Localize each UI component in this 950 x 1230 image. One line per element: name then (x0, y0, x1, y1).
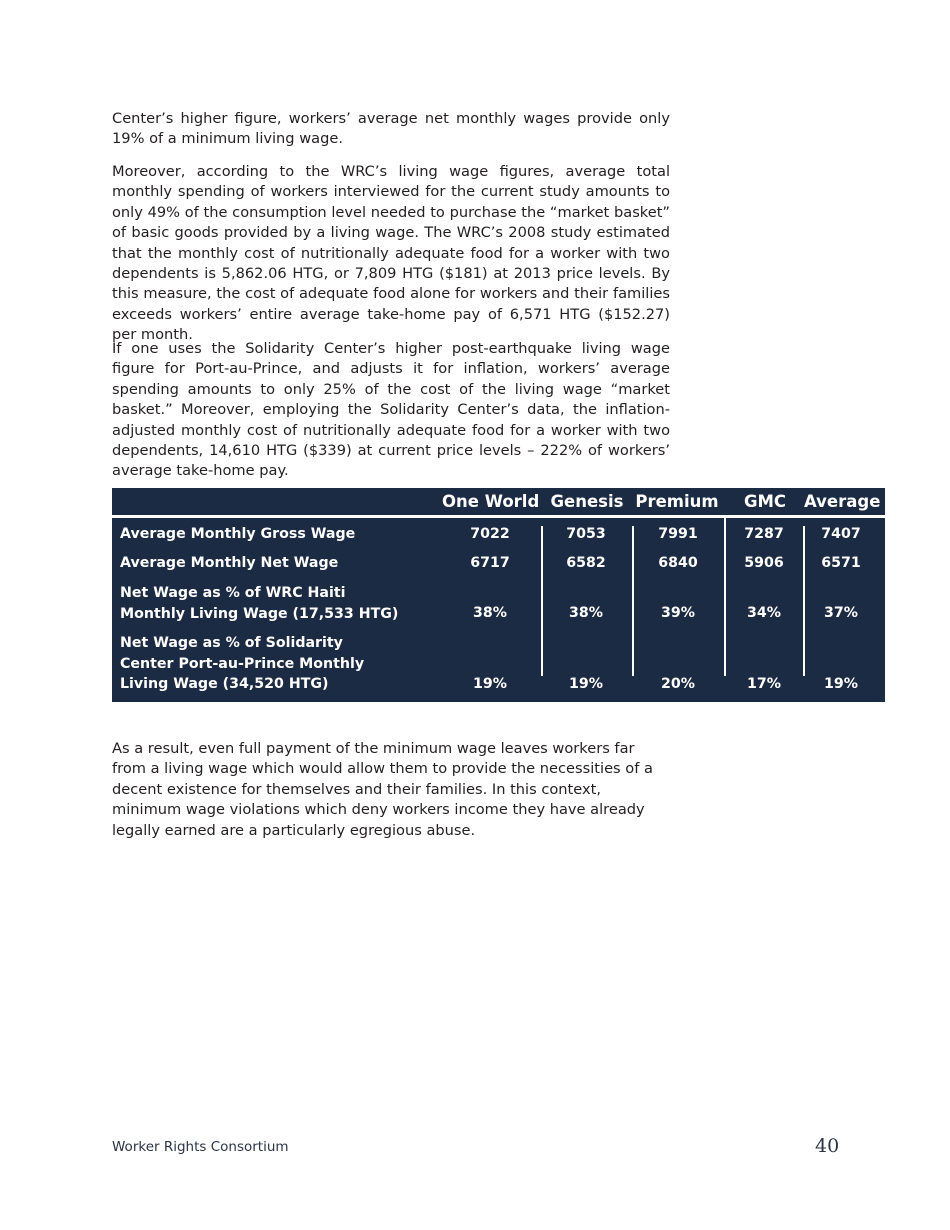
table-cell: 39% (661, 605, 695, 621)
header-gmc: GMC (743, 492, 787, 511)
footer-organization: Worker Rights Consortium (112, 1139, 289, 1155)
table-cell: 20% (661, 676, 695, 692)
table-cell: 7287 (744, 526, 784, 542)
header-average: Average (804, 492, 881, 511)
header-genesis: Genesis (550, 492, 624, 511)
body-paragraph-1: Center’s higher figure, workers’ average net monthly wages provide only 19% of a minimum living wage. (112, 110, 670, 148)
table-cell: 19% (824, 676, 858, 692)
table-cell: 7022 (470, 526, 510, 542)
column-divider (541, 526, 543, 676)
table-cell: 37% (824, 605, 858, 621)
table-cell: 34% (747, 605, 781, 621)
table-cell: 5906 (744, 555, 784, 571)
table-cell: 6840 (658, 555, 698, 571)
header-one-world: One World (442, 492, 540, 511)
column-divider (632, 526, 634, 676)
table-cell: 7991 (658, 526, 698, 542)
header-premium: Premium (635, 492, 719, 511)
page-number: 40 (815, 1135, 840, 1157)
row-label-net-wage: Average Monthly Net Wage (120, 555, 339, 571)
table-cell: 17% (747, 676, 781, 692)
table-cell: 38% (569, 605, 603, 621)
table-header-row (112, 488, 885, 516)
body-paragraph-3: If one uses the Solidarity Center’s higher post-earthquake living wage figure for Port-au-Prince, and adjusts it for inflation, workers’ average spending amounts to only 25% of the cost of the living wage “market basket.” Moreover, employing the Solidarity Center’s data, the inflation-adjusted monthly cost of nutritionally adequate food for a worker with two dependents, 14,610 HTG ($339) at current price levels – 222% of workers’ average take-home pay. (112, 340, 670, 480)
column-divider (803, 526, 805, 676)
table-cell: 7407 (821, 526, 861, 542)
table-cell: 19% (473, 676, 507, 692)
wage-table (112, 488, 885, 702)
body-paragraph-2: Moreover, according to the WRC’s living wage figures, average total monthly spending of workers interviewed for the current study amounts to only 49% of the consumption level needed to purchase the “market basket” of basic goods provided by a living wage. The WRC’s 2008 study estimated that the monthly cost of nutritionally adequate food for a worker with two dependents is 5,862.06 HTG, or 7,809 HTG ($181) at 2013 price levels. By this measure, the cost of adequate food alone for workers and their families exceeds workers’ entire average take-home pay of 6,571 HTG ($152.27) per month. (112, 163, 670, 344)
table-cell: 6717 (470, 555, 510, 571)
table-cell: 6582 (566, 555, 606, 571)
table-cell: 6571 (821, 555, 861, 571)
row-label-gross-wage: Average Monthly Gross Wage (120, 526, 356, 542)
table-cell: 7053 (566, 526, 606, 542)
table-cell: 19% (569, 676, 603, 692)
body-paragraph-4: As a result, even full payment of the minimum wage leaves workers far from a living wage which would allow them to provide the necessities of a decent existence for themselves and their families. In this context, minimum wage violations which deny workers income they have already legally earned are a particularly egregious abuse. (112, 740, 653, 839)
row-label-solidarity-living-wage: Net Wage as % of Solidarity Center Port-au-Prince Monthly Living Wage (34,520 HTG) (120, 635, 365, 692)
row-label-wrc-living-wage: Net Wage as % of WRC Haiti Monthly Living Wage (17,533 HTG) (120, 585, 399, 622)
table-cell: 38% (473, 605, 507, 621)
header-divider (112, 515, 885, 518)
